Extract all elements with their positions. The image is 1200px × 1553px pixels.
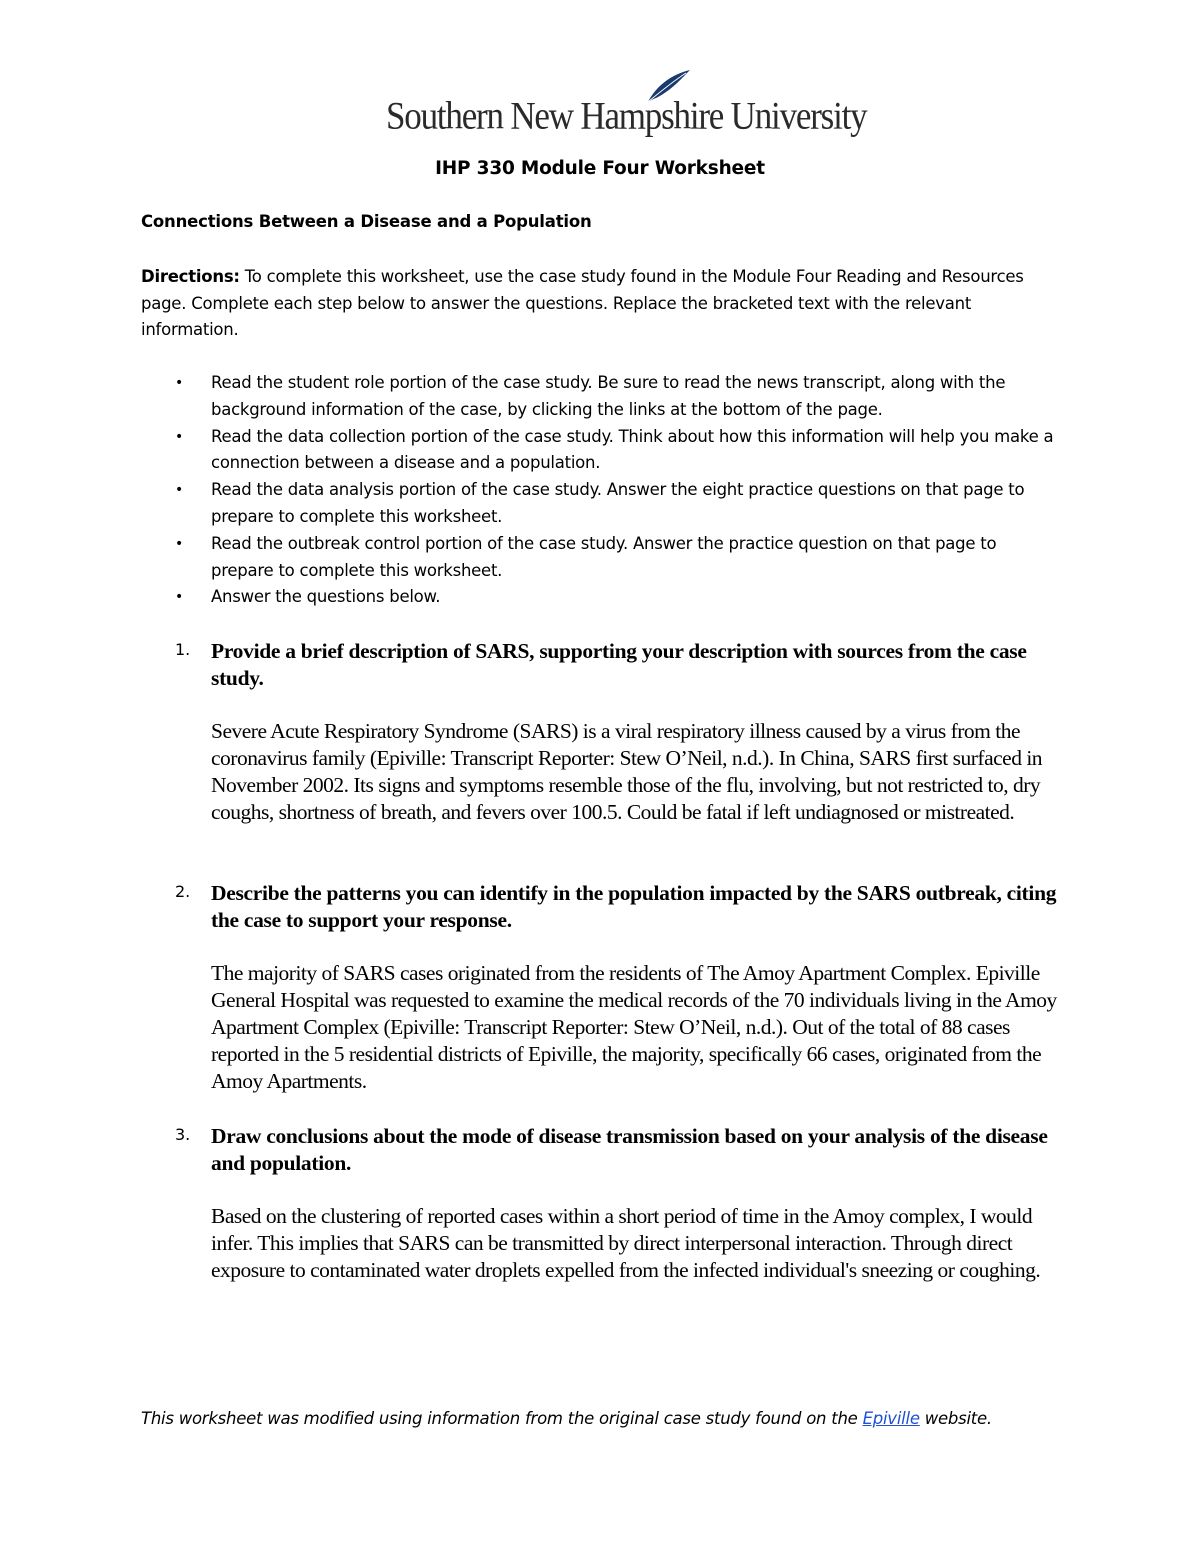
question-number: 3. (175, 1125, 191, 1144)
question-text: Draw conclusions about the mode of disease transmission based on your analysis of the disease and population. (211, 1124, 1048, 1175)
question-number: 2. (175, 882, 191, 901)
bullet-icon: • (175, 482, 184, 499)
footer-text-before: This worksheet was modified using information from the original case study found on the (141, 1409, 863, 1428)
list-item (141, 370, 1061, 424)
footer-note (141, 1404, 1041, 1433)
list-item-text: Read the student role portion of the case study. Be sure to read the news transcript, along with the background information of the case, by clicking the links at the bottom of the page. (211, 373, 1006, 419)
logo-text: Southern New Hampshire University (386, 94, 867, 138)
question-number: 1. (175, 640, 191, 659)
list-item-text: Answer the questions below. (211, 587, 441, 607)
list-item-text: Read the data collection portion of the case study. Think about how this information will help you make a connection between a disease and a population. (211, 426, 1054, 473)
question-text: Provide a brief description of SARS, supporting your description with sources from the case study. (211, 639, 1027, 690)
question-block-3 (141, 1123, 1071, 1284)
answer-text: Severe Acute Respiratory Syndrome (SARS) is a viral respiratory illness caused by a virus from the coronavirus family (Epiville: Transcript Reporter: Stew O’Neil, n.d.). In China, SARS first surfaced in November 2002. Its signs and symptoms resemble those of the flu, involving, but not restricted to, dry coughs, shortness of breath, and fevers over 100.5. Could be fatal if left undiagnosed or mistreated. (211, 719, 1043, 824)
bullet-icon: • (175, 375, 184, 391)
list-item (141, 584, 1061, 611)
footer-text-after: website. (919, 1409, 992, 1428)
list-item (141, 424, 1061, 478)
list-item-text: Read the outbreak control portion of the case study. Answer the practice question on that page to prepare to complete this worksheet. (211, 533, 997, 580)
bullet-icon: • (175, 535, 184, 552)
bullet-icon: • (175, 589, 184, 606)
university-logo (386, 68, 867, 138)
instruction-list (141, 370, 1061, 611)
directions-label: Directions: (141, 267, 240, 286)
subtitle: Connections Between a Disease and a Population (141, 212, 592, 231)
epiville-link[interactable]: Epiville (862, 1409, 920, 1428)
directions-paragraph (141, 264, 1061, 344)
question-text: Describe the patterns you can identify in the population impacted by the SARS outbreak, citing the case to support your response. (211, 881, 1057, 932)
list-item (141, 477, 1061, 531)
question-block-2 (141, 880, 1071, 1095)
list-item (141, 531, 1061, 585)
directions-text: To complete this worksheet, use the case study found in the Module Four Reading and Resources page. Complete each step below to answer the questions. Replace the bracketed text with the relevant information. (141, 267, 1024, 339)
question-block-1 (141, 638, 1071, 826)
list-item-text: Read the data analysis portion of the case study. Answer the eight practice questions on that page to prepare to complete this worksheet. (211, 480, 1025, 526)
page-title: IHP 330 Module Four Worksheet (435, 158, 765, 179)
bullet-icon: • (175, 428, 184, 445)
answer-text: The majority of SARS cases originated from the residents of The Amoy Apartment Complex. Epiville General Hospital was requested to examine the medical records of the 70 individuals living in the Amoy Apartment Complex (Epiville: Transcript Reporter: Stew O’Neil, n.d.). Out of the total of 88 cases reported in the 5 residential districts of Epiville, the majority, specifically 66 cases, originated from the Amoy Apartments. (211, 961, 1057, 1093)
answer-text: Based on the clustering of reported cases within a short period of time in the Amoy complex, I would infer. This implies that SARS can be transmitted by direct interpersonal interaction. Through direct exposure to contaminated water droplets expelled from the infected individual's sneezing or coughing. (211, 1204, 1041, 1282)
